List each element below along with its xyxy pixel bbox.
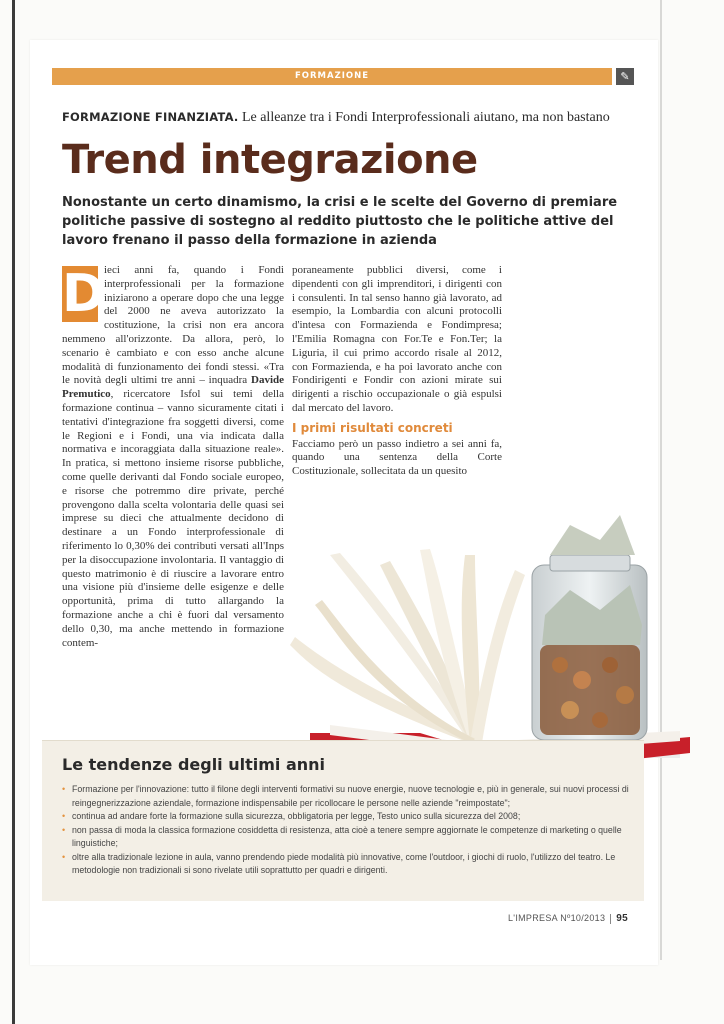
list-item: [62, 824, 630, 851]
footer-divider: [610, 914, 611, 924]
page-edge: [660, 0, 662, 960]
dropcap: D: [62, 264, 106, 324]
bullet-icon: •: [62, 824, 66, 835]
bullet-icon: •: [62, 851, 66, 862]
bullet-icon: •: [62, 784, 66, 794]
article-subhead: I primi risultati concreti: [292, 420, 453, 435]
column-left-text-1: ieci anni fa, quando i Fondi interprofessionali per la formazione iniziarono a operare dopo che una legge del 2000 ne aveva autorizzato la costituzione, la crisi non era ancora nemmeno all'orizzonte. Da allora, però, lo scenario è cambiato e con esso anche alcune modalità di funzionamento dei fondi stessi. «Tra le novità degli ultimi tre anni – inquadra: [62, 264, 284, 387]
section-banner: FORMAZIONE: [52, 68, 612, 85]
list-item: [62, 783, 630, 810]
column-right-text-2: Facciamo però un passo indietro a sei anni fa, quando una sentenza della Corte Costituzionale, sollecitata da un quesito: [292, 437, 502, 478]
list-item-text: non passa di moda la classica formazione cosiddetta di resistenza, atta cioè a tenere sempre aggiornate le competenze di marketing o quelle linguistiche;: [72, 824, 622, 848]
page-number: 95: [616, 913, 628, 924]
column-right-text-1: poraneamente pubblici diversi, come i dipendenti con gli imprenditori, i dirigenti con i consulenti. In tal senso hanno già lavorato, ad esempio, la Lombardia con alcuni protocolli d'intesa con Formazienda e Fondimpresa; l'Emilia Romagna con For.Te e Fon.Ter; la Liguria, il cui primo accordo risale al 2012, con Formazienda, e ha poi lavorato anche con Fondirigenti e Fondir con azioni mirate sui dirigenti a rischio occupazionale o già espulsi dal mercato del lavoro.: [292, 264, 502, 414]
headline: Trend integrazione: [62, 137, 478, 183]
bullet-icon: •: [62, 811, 66, 821]
list-item-text: oltre alla tradizionale lezione in aula, vanno prendendo piede modalità più innovative, come l'outdoor, i giochi di ruolo, l'utilizzo del teatro. Le metodologie non tradizionali si sono rivelate utili soprattutto per quadri e dirigenti.: [72, 851, 616, 875]
list-item: [62, 851, 630, 878]
list-item: [62, 810, 630, 824]
page-footer: [508, 913, 628, 924]
binding-shadow: [12, 0, 15, 1024]
publication-issue: L'IMPRESA Nº10/2013: [508, 913, 606, 923]
article-column-left: [62, 264, 284, 650]
quoted-person-name: Davide Premutico: [62, 374, 285, 401]
coin-jar-icon: [532, 515, 647, 740]
magazine-page: [30, 40, 658, 965]
kicker-text: Le alleanze tra i Fondi Interprofessionali aiutano, ma non bastano: [241, 110, 610, 125]
book-and-coin-jar-illustration: [270, 495, 690, 770]
kicker: [62, 110, 652, 126]
section-icon: ✎: [616, 68, 634, 85]
deck: Nonostante un certo dinamismo, la crisi e le scelte del Governo di premiare politiche passive di sostegno al reddito piuttosto che le politiche attive del lavoro frenano il passo della formazione in azienda: [62, 195, 618, 248]
article-column-right: [292, 264, 502, 479]
trends-box-title: Le tendenze degli ultimi anni: [62, 755, 326, 774]
list-item-text: continua ad andare forte la formazione sulla sicurezza, obbligatoria per legge, Testo unico sulla sicurezza del 2008;: [72, 811, 521, 821]
trends-box: [42, 740, 644, 901]
trends-list: [62, 783, 630, 878]
column-left-text-2: , ricercatore Isfol sui temi della formazione continua – vanno sicuramente citati i tentativi d'integrazione fra soggetti diversi, come le Regioni e i Fondi, una via indicata dalla normativa e incoraggiata dalla situazione reale». In pratica, si mettono insieme risorse pubbliche, come quelle derivanti dal Fondo sociale europeo, e risorse che potremmo dire private, perché provengono dalla scelta volontaria delle quasi sei imprese su dieci che attualmente decidono di destinare a un Fondo interprofessionale di riferimento lo 0,30% dei contributi versati all'Inps per la disoccupazione involontaria. Il vantaggio di questo matrimonio è di riuscire a lavorare entro una visione più d'insieme delle esigenze e delle opportunità, prima di tutto allargando la formazione anche a chi è fuori dal versamento dello 0,30, ma anche mettendo in formazione contem-: [62, 388, 284, 649]
list-item-text: Formazione per l'innovazione: tutto il filone degli interventi formativi su nuove energie, nuove tecnologie e, più in generale, sui nuovi processi di reingegnerizzazione aziendale, formazione indispensabile per ricollocare le persone nelle aziende "reimpostate";: [72, 784, 629, 808]
kicker-label: FORMAZIONE FINANZIATA.: [62, 110, 239, 124]
